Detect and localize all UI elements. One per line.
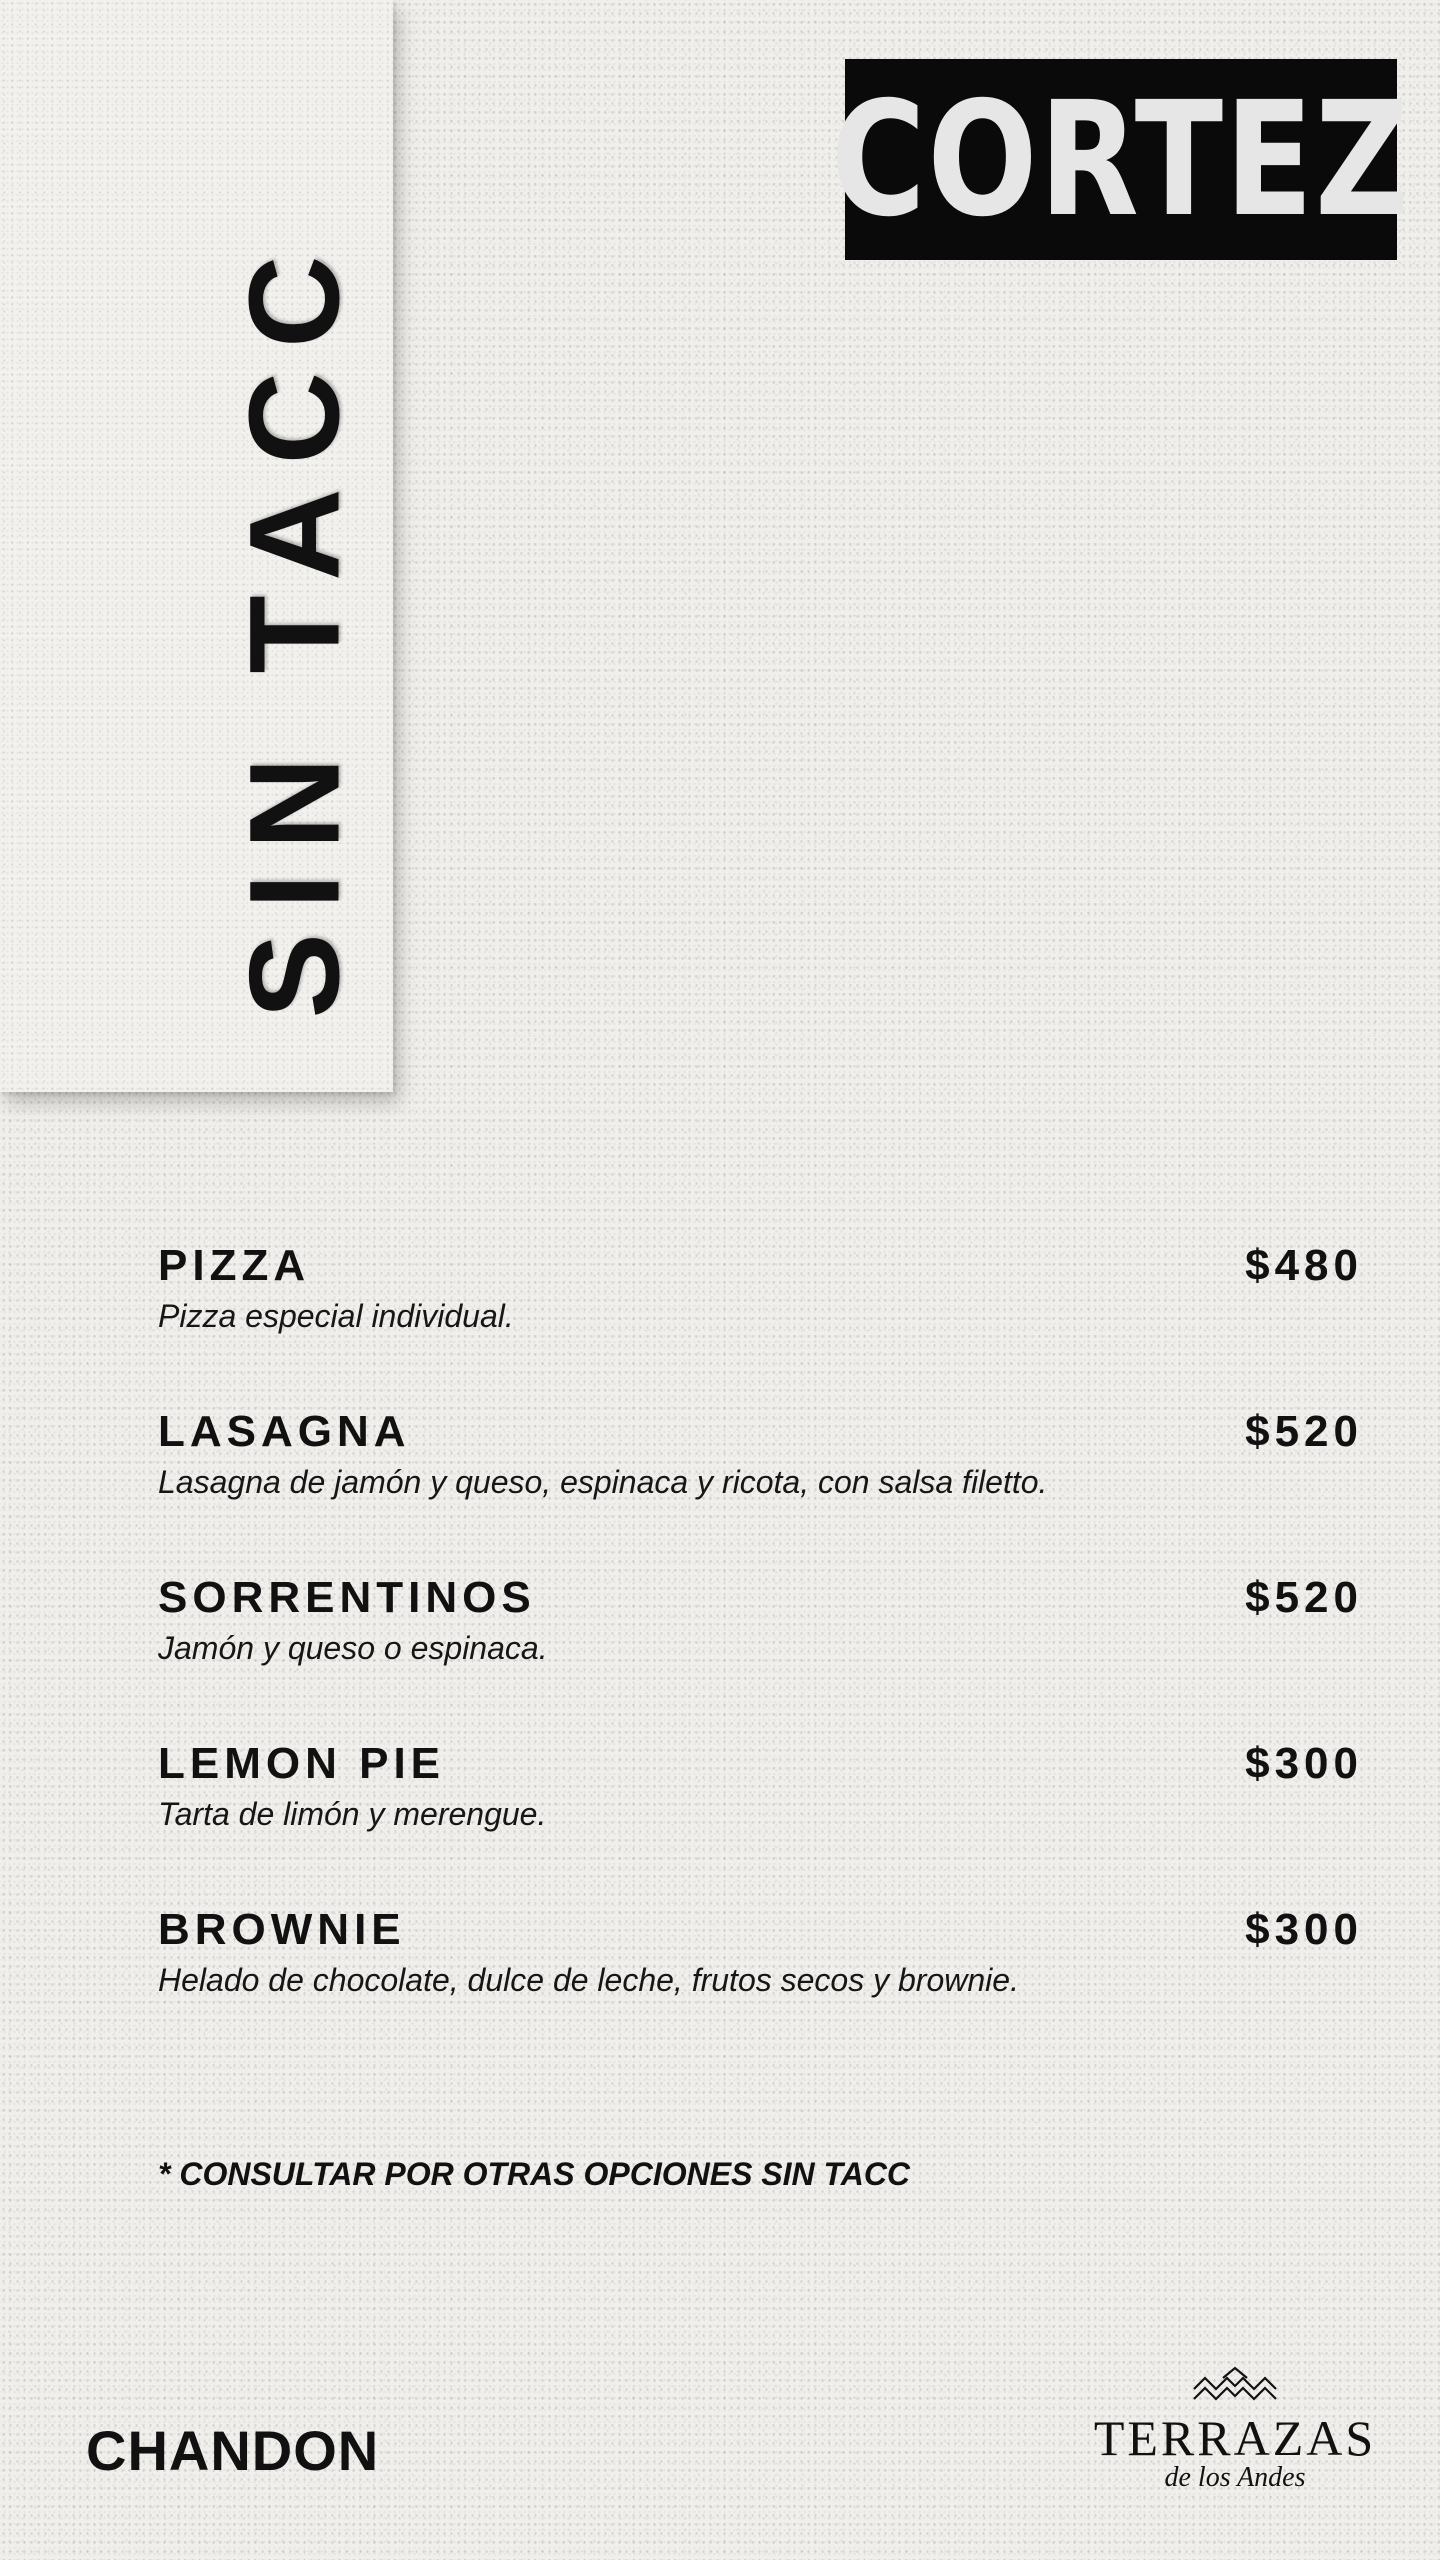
terrazas-emblem-icon: [1190, 2365, 1280, 2409]
menu-item-description: Lasagna de jamón y queso, espinaca y ricota, con salsa filetto.: [158, 1464, 1048, 1500]
terrazas-subtitle: de los Andes: [1164, 2462, 1306, 2493]
menu-item-pizza: [158, 1240, 1363, 1406]
menu-item-price: $300: [1245, 1905, 1363, 1954]
menu-item-price: $480: [1245, 1241, 1363, 1290]
menu-item-name: LASAGNA: [158, 1407, 411, 1456]
menu-item-name: LEMON PIE: [158, 1739, 446, 1788]
cortez-logo: [831, 59, 1411, 260]
menu-list: [158, 1240, 1363, 2070]
menu-item-description: Helado de chocolate, dulce de leche, frutos secos y brownie.: [158, 1962, 1019, 1998]
section-title: SIN TACC: [223, 231, 367, 1019]
footnote: * CONSULTAR POR OTRAS OPCIONES SIN TACC: [158, 2156, 911, 2192]
side-tab: [0, 0, 393, 1092]
menu-item-price: $520: [1245, 1573, 1363, 1622]
menu-item-price: $520: [1245, 1407, 1363, 1456]
menu-item-name: PIZZA: [158, 1241, 311, 1290]
menu-item-description: Tarta de limón y merengue.: [158, 1796, 547, 1832]
menu-item-price: $300: [1245, 1739, 1363, 1788]
menu-item-description: Jamón y queso o espinaca.: [158, 1630, 548, 1666]
menu-item-name: SORRENTINOS: [158, 1573, 536, 1622]
menu-item-lasagna: [158, 1406, 1363, 1572]
menu-item-name: BROWNIE: [158, 1905, 406, 1954]
terrazas-logo: [1080, 2365, 1390, 2493]
menu-item-description: Pizza especial individual.: [158, 1298, 514, 1334]
menu-item-lemon-pie: [158, 1738, 1363, 1904]
menu-item-sorrentinos: [158, 1572, 1363, 1738]
cortez-logo-text: CORTEZ: [831, 67, 1411, 252]
chandon-logo: CHANDON: [86, 2419, 380, 2482]
menu-item-brownie: [158, 1904, 1363, 2070]
terrazas-name: TERRAZAS: [1093, 2410, 1377, 2466]
